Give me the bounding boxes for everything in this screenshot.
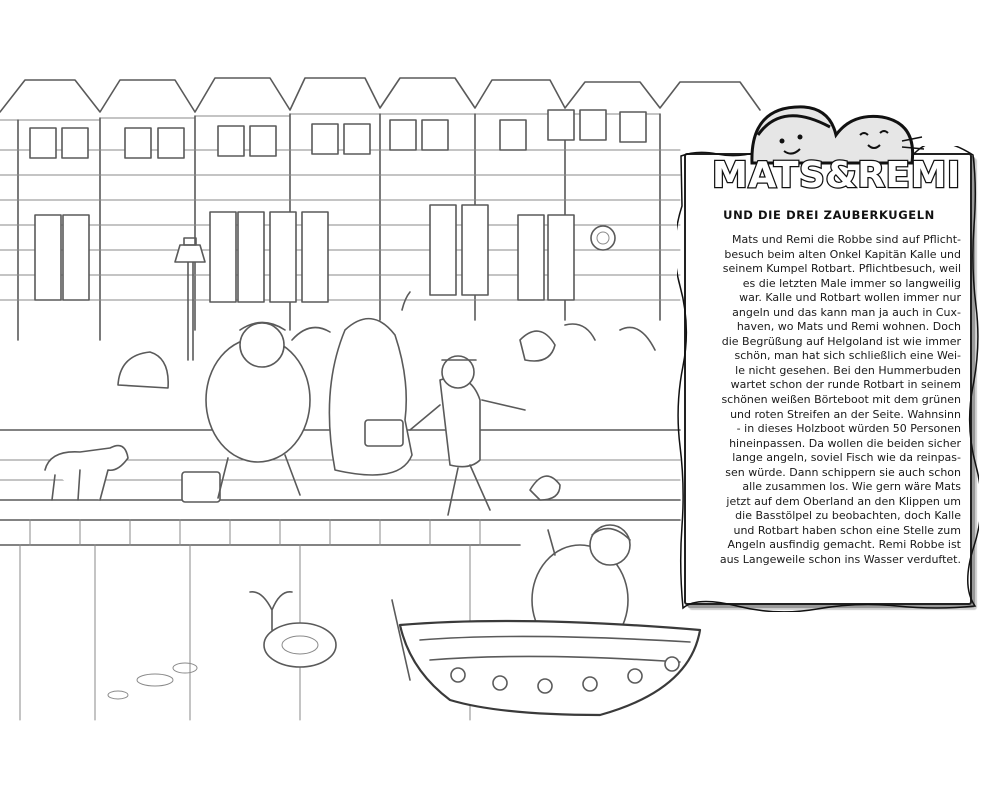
swim-ring — [250, 592, 336, 667]
story-line: haven, wo Mats und Remi wohnen. Doch — [736, 320, 961, 334]
sleeping-seal — [118, 352, 168, 388]
story-line: - in dieses Holzboot würden 50 Personen — [736, 422, 961, 436]
story-line: und roten Streifen an der Seite. Wahnsinn — [730, 407, 961, 421]
logo — [712, 95, 961, 205]
story-line: lange angeln, soviel Fisch wie da reinpas- — [732, 451, 961, 465]
story-line: schönen weißen Börteboot mit dem grünen — [721, 393, 961, 407]
rotbart-figure — [410, 356, 525, 515]
lamp-post — [175, 238, 205, 360]
story-line: jetzt auf dem Oberland an den Klippen um — [726, 494, 961, 508]
story-line: es die letzten Male immer so langweilig — [742, 276, 961, 290]
unicorn — [45, 446, 128, 500]
story-line: hineinpassen. Da wollen die beiden sicher — [729, 436, 961, 450]
story-line: sen würde. Dann schippern sie auch schon — [725, 465, 961, 479]
story-line: Angeln ausfindig gemacht. Remi Robbe ist — [727, 538, 961, 552]
hut-windows — [30, 110, 646, 158]
hut-doors — [35, 205, 615, 302]
story-line: besuch beim alten Onkel Kapitän Kalle und — [724, 247, 961, 261]
story-subtitle: UND DIE DREI ZAUBERKUGELN — [723, 208, 935, 222]
remi-seal — [329, 292, 412, 475]
story-line: seinem Kumpel Rotbart. Pflichtbesuch, weil — [722, 262, 961, 276]
story-text — [697, 233, 961, 568]
story-line: alle zusammen los. Wie gern wäre Mats — [742, 480, 961, 494]
story-line: und Rotbart haben schon eine Stelle zum — [733, 523, 961, 537]
story-line: aus Langeweile schon ins Wasser verduftet. — [719, 553, 961, 567]
hut-siding — [0, 150, 680, 300]
logo-title: MATS&REMI — [712, 155, 961, 196]
story-line: angeln und das kann man ja auch in Cux- — [732, 305, 961, 319]
story-line: Mats und Remi die Robbe sind auf Pflicht- — [731, 233, 961, 246]
story-line: war. Kalle und Rotbart wollen immer nur — [739, 291, 961, 305]
story-line: die Begrüßung auf Helgoland ist wie immer — [721, 334, 961, 348]
story-line: le nicht gesehen. Bei den Hummerbuden — [735, 363, 961, 377]
kalle-figure — [182, 323, 330, 503]
story-line: wartet schon der runde Rotbart in seinem — [730, 378, 961, 392]
water-bits — [108, 663, 197, 699]
story-line: die Basstölpel zu beobachten, doch Kalle — [735, 509, 961, 523]
gulls — [520, 324, 655, 500]
story-line: schön, man hat sich schließlich eine Wei- — [734, 349, 961, 363]
